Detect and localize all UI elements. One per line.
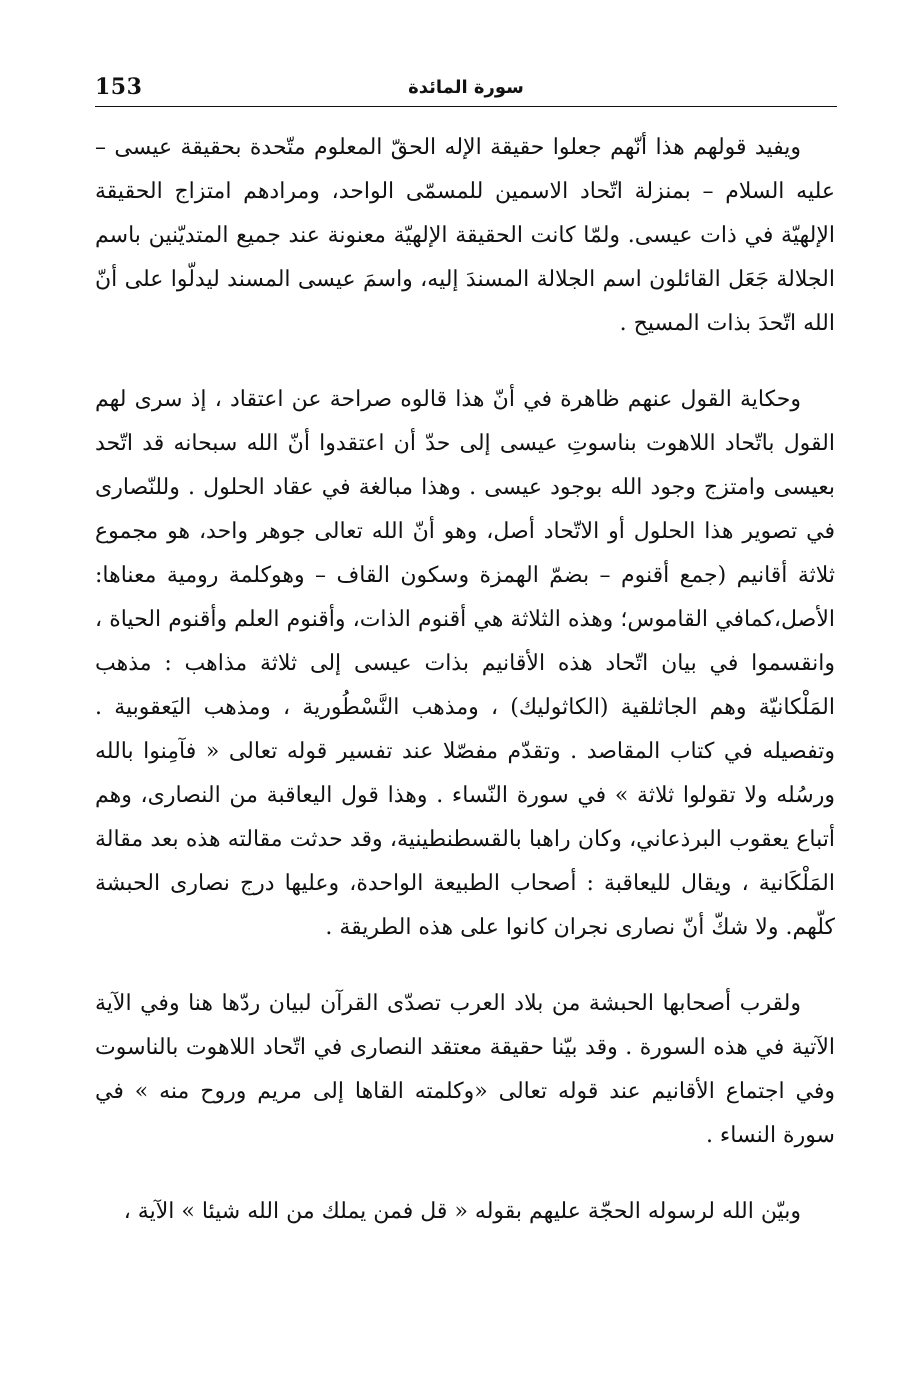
paragraph-2: وحكاية القول عنهم ظاهرة في أنّ هذا قالوه صراحة عن اعتقاد ، إذ سرى لهم القول باتّحاد اللاهوت بناسوتِ عيسى إلى حدّ أن اعتقدوا أنّ الله سبحانه قد اتّحد بعيسى وامتزج وجود الله بوجود عيسى . وهذا مبالغة في عقاد الحلول . وللنّصارى في تصوير هذا الحلول أو الاتّحاد أصل، وهو أنّ الله تعالى جوهر واحد، هو مجموع ثلاثة أقانيم (جمع أقنوم – بضمّ الهمزة وسكون القاف – وهوكلمة رومية معناها: الأصل،كمافي القاموس؛ وهذه الثلاثة هي أقنوم الذات، وأقنوم العلم وأقنوم الحياة ، وانقسموا في بيان اتّحاد هذه الأقانيم بذات عيسى إلى ثلاثة مذاهب : مذهب المَلْكانيّة وهم الجاثلقية (الكاثوليك) ، ومذهب النَّسْطُورية ، ومذهب اليَعقوبية . وتفصيله في كتاب المقاصد . وتقدّم مفصّلا عند تفسير قوله تعالى « فآمِنوا بالله ورسُله ولا تقولوا ثلاثة » في سورة النّساء . وهذا قول اليعاقبة من النصارى، وهم أتباع يعقوب البرذعاني، وكان راهبا بالقسطنطينية، وقد حدثت مقالته هذه بعد مقالة المَلْكَانية ، ويقال لليعاقبة : أصحاب الطبيعة الواحدة، وعليها درج نصارى الحبشة كلّهم. ولا شكّ أنّ نصارى نجران كانوا على هذه الطريقة .: [95, 387, 835, 940]
running-title: سورة المائدة: [408, 77, 524, 98]
page-header: [95, 72, 837, 107]
page-number: 153: [95, 74, 143, 100]
paragraph-4: وبيّن الله لرسوله الحجّة عليهم بقوله « قل فمن يملك من الله شيئا » الآية ،: [123, 1199, 801, 1224]
paragraph-3: ولقرب أصحابها الحبشة من بلاد العرب تصدّى القرآن لبيان ردّها هنا وفي الآية الآتية في هذه السورة . وقد بيّنا حقيقة معتقد النصارى في اتّحاد اللاهوت بالناسوت وفي اجتماع الأقانيم عند قوله تعالى «وكلمته القاها إلى مريم وروح منه » في سورة النساء .: [95, 991, 835, 1148]
body-text: [95, 126, 835, 1234]
paragraph-1: ويفيد قولهم هذا أنّهم جعلوا حقيقة الإله الحقّ المعلوم متّحدة بحقيقة عيسى – عليه السلام – بمنزلة اتّحاد الاسمين للمسمّى الواحد، ومرادهم امتزاج الحقيقة الإلهيّة في ذات عيسى. ولمّا كانت الحقيقة الإلهيّة معنونة عند جميع المتديّنين باسم الجلالة جَعَل القائلون اسم الجلالة المسندَ إليه، واسمَ عيسى المسند ليدلّوا على أنّ الله اتّحدَ بذات المسيح .: [95, 135, 835, 336]
